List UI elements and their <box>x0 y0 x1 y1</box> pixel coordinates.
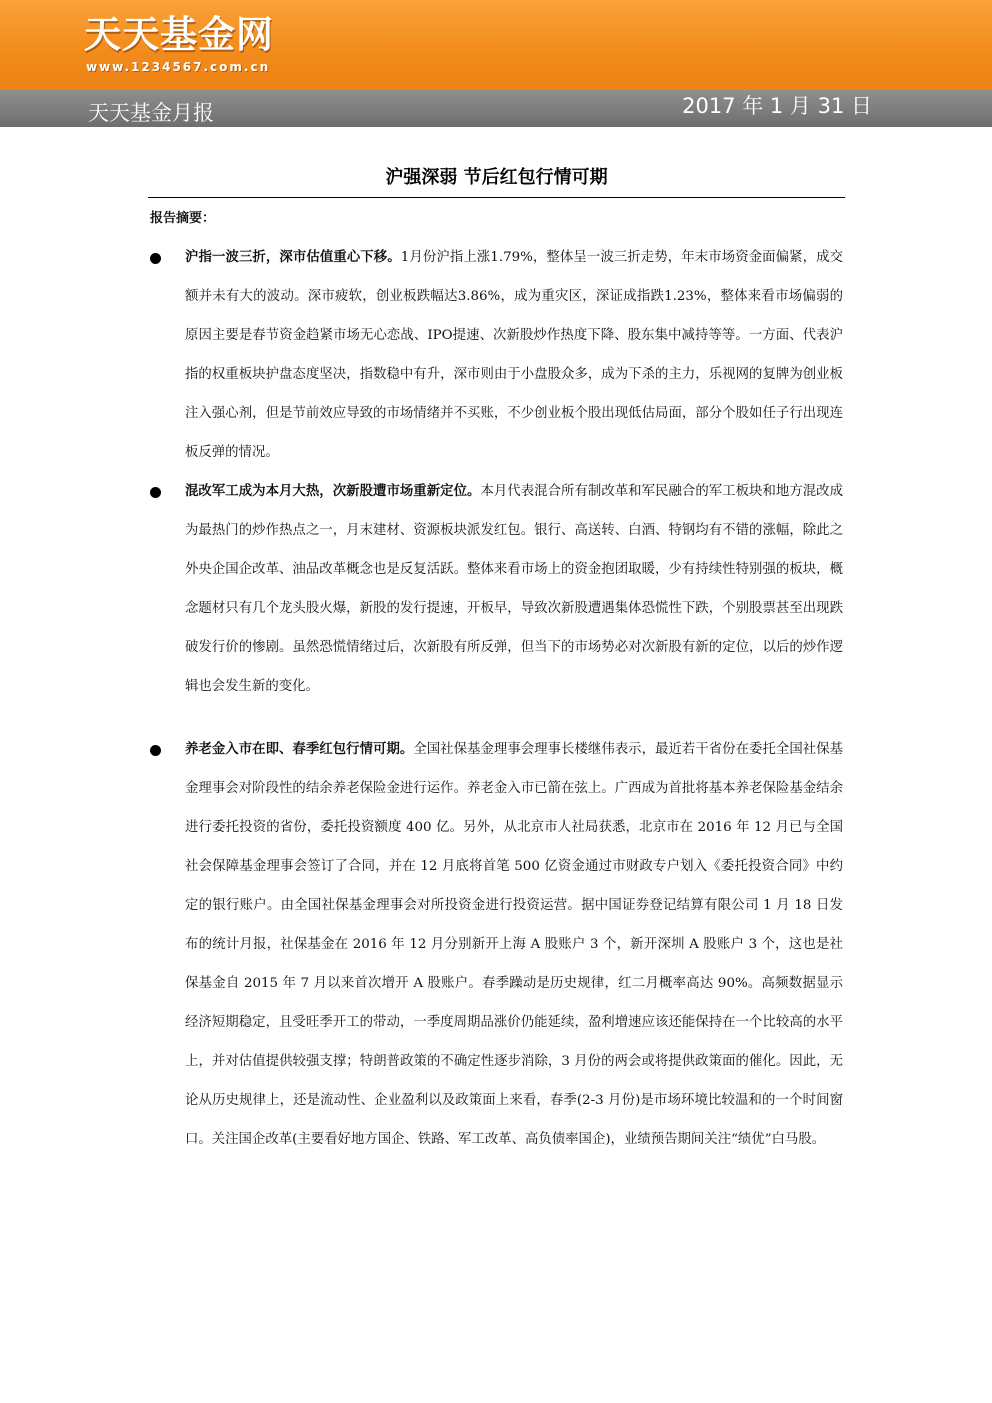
site-logo[interactable]: 天天基金网 <box>84 13 274 56</box>
bullet-paragraph-1 <box>185 238 843 472</box>
bullet-text-1: 1月份沪指上涨1.79%，整体呈一波三折走势，年末市场资金面偏紧，成交额并未有大的波动。深市疲软，创业板跌幅达3.86%，成为重灾区，深证成指跌1.23%，整体来看市场偏弱的原因主要是春节资金趋紧市场无心恋战、IPO提速、次新股炒作热度下降、股东集中减持等等。一方面、代表沪指的权重板块护盘态度坚决，指数稳中有升，深市则由于小盘股众多，成为下杀的主力，乐视网的复牌为创业板注入强心剂，但是节前效应导致的市场情绪并不买账，不少创业板个股出现低估局面，部分个股如任子行出现连板反弹的情况。 <box>185 250 843 460</box>
header-banner <box>0 0 992 90</box>
bullet-heading-1: 沪指一波三折，深市估值重心下移。 <box>185 250 401 265</box>
bullet-text-3: 全国社保基金理事会理事长楼继伟表示，最近若干省份在委托全国社保基金理事会对阶段性的结余养老保险金进行运作。养老金入市已箭在弦上。广西成为首批将基本养老保险基金结余进行委托投资的省份，委托投资额度 400 亿。另外，从北京市人社局获悉，北京市在 2016 年 12 月已与全国社会保障基金理事会签订了合同，并在 12 月底将首笔 500 亿资金通过市财政专户划入《委托投资合同》中约定的银行账户。由全国社保基金理事会对所投资金进行投资运营。据中国证券登记结算有限公司 1 月 18 日发布的统计月报，社保基金在 2016 年 12 月分别新开上海 A 股账户 3 个，新开深圳 A 股账户 3 个，这也是社保基金自 2015 年 7 月以来首次增开 A 股账户。春季躁动是历史规律，红二月概率高达 90%。高频数据显示经济短期稳定，且受旺季开工的带动，一季度周期品涨价仍能延续，盈利增速应该还能保持在一个比较高的水平上，并对估值提供较强支撑；特朗普政策的不确定性逐步消除，3 月份的两会或将提供政策面的催化。因此，无论从历史规律上，还是流动性、企业盈利以及政策面上来看，春季(2-3 月份)是市场环境比较温和的一个时间窗口。关注国企改革(主要看好地方国企、铁路、军工改革、高负债率国企)，业绩预告期间关注“绩优”白马股。 <box>185 742 844 1147</box>
bullet-dot-3 <box>150 745 161 756</box>
summary-label: 报告摘要： <box>150 211 216 226</box>
report-name: 天天基金月报 <box>88 101 214 125</box>
bullet-dot-1 <box>150 253 161 264</box>
title-divider <box>148 197 845 198</box>
bullet-dot-2 <box>150 487 161 498</box>
bullet-paragraph-2 <box>185 472 843 706</box>
bullet-heading-2: 混改军工成为本月大热，次新股遭市场重新定位。 <box>185 484 481 499</box>
site-url[interactable]: www.1234567.com.cn <box>86 60 271 74</box>
bullet-text-2: 本月代表混合所有制改革和军民融合的军工板块和地方混改成为最热门的炒作热点之一，月末建材、资源板块派发红包。银行、高送转、白酒、特钢均有不错的涨幅，除此之外央企国企改革、油品改革概念也是反复活跃。整体来看市场上的资金抱团取暖，少有持续性特别强的板块，概念题材只有几个龙头股火爆，新股的发行提速，开板早，导致次新股遭遇集体恐慌性下跌，个别股票甚至出现跌破发行价的惨剧。虽然恐慌情绪过后，次新股有所反弹，但当下的市场势必对次新股有新的定位，以后的炒作逻辑也会发生新的变化。 <box>185 484 844 694</box>
bullet-paragraph-3 <box>185 730 843 1159</box>
page-title: 沪强深弱 节后红包行情可期 <box>385 167 608 188</box>
bullet-heading-3: 养老金入市在即、春季红包行情可期。 <box>185 742 414 757</box>
report-date: 2017 年 1 月 31 日 <box>682 94 872 118</box>
